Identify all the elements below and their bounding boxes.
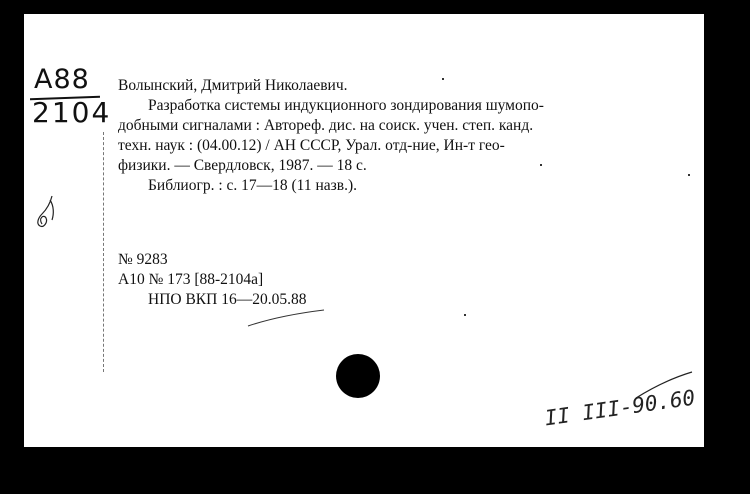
call-number-bottom: 2104 — [32, 96, 112, 129]
entry-line-1: Разработка системы индукционного зондирования шумопо- — [148, 97, 544, 114]
accession-number: № 9283 — [118, 251, 168, 268]
a10-record: А10 № 173 [88-2104а] — [118, 271, 264, 288]
handwritten-note: II III-90.60 — [543, 385, 697, 431]
bibliography-line: Библиогр. : с. 17—18 (11 назв.). — [148, 177, 358, 194]
margin-rule — [103, 132, 105, 372]
entry-line-4: физики. — Свердловск, 1987. — 18 с. — [118, 157, 367, 174]
speck — [540, 164, 542, 166]
speck — [688, 174, 690, 176]
card-punch-hole — [336, 354, 380, 398]
speck — [464, 314, 466, 316]
npo-stamp-line: НПО ВКП 16—20.05.88 — [148, 291, 307, 308]
pen-stroke-icon — [246, 308, 326, 328]
entry-line-3: техн. наук : (04.00.12) / АН СССР, Урал. отд-ние, Ин-т гео- — [118, 137, 505, 154]
speck — [442, 78, 444, 80]
handwritten-mark-icon — [32, 194, 62, 230]
catalog-card — [24, 14, 704, 447]
entry-line-2: добными сигналами : Автореф. дис. на соиск. учен. степ. канд. — [118, 117, 534, 134]
call-number-top: А88 — [34, 64, 90, 95]
author-heading: Волынский, Дмитрий Николаевич. — [118, 77, 348, 94]
hand-flourish-icon — [634, 370, 694, 400]
